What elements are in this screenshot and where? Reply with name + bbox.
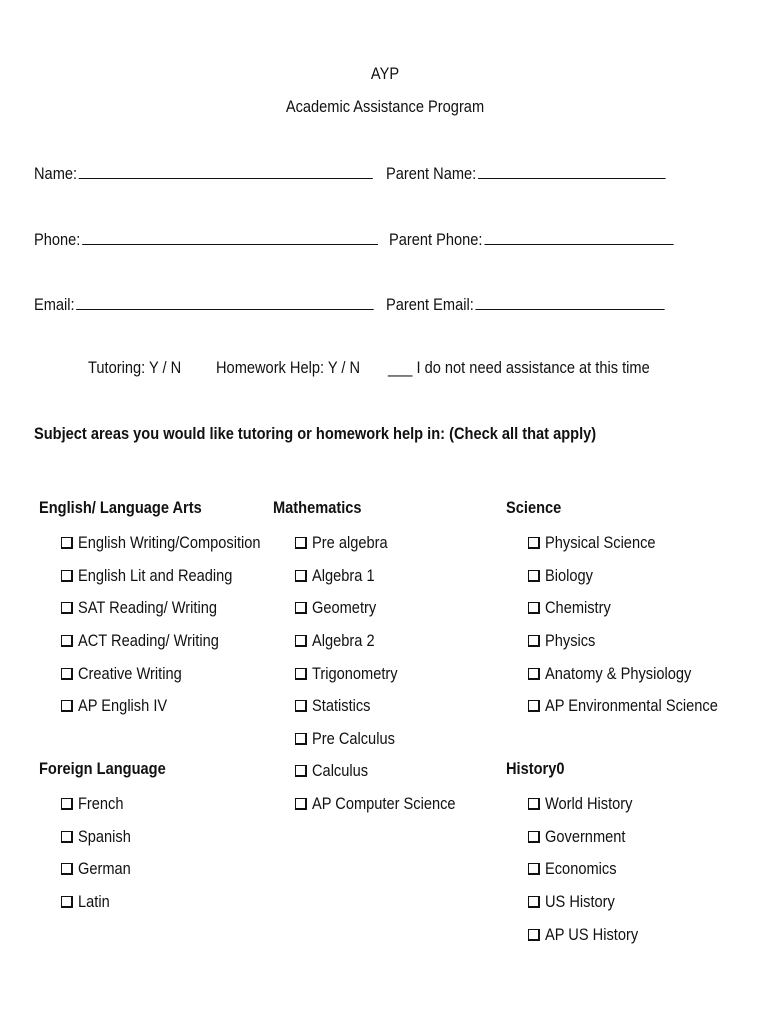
phone-line[interactable] — [82, 228, 378, 245]
checkbox-us-history[interactable]: US History — [506, 886, 653, 919]
checkbox-latin[interactable]: Latin — [39, 886, 186, 919]
checkbox-spanish[interactable]: Spanish — [39, 821, 186, 854]
foreign-language-group — [39, 755, 186, 918]
checkbox-ap-computer-science[interactable]: AP Computer Science — [273, 788, 479, 821]
checkbox-icon[interactable] — [295, 700, 307, 712]
checkbox-ap-us-history[interactable]: AP US History — [506, 918, 653, 951]
checkbox-pre-algebra[interactable]: Pre algebra — [273, 527, 479, 560]
checkbox-biology[interactable]: Biology — [506, 560, 746, 593]
subjects-heading: Subject areas you would like tutoring or homework help in: (Check all that apply) — [34, 424, 597, 443]
checkbox-french[interactable]: French — [39, 788, 186, 821]
checkbox-icon[interactable] — [528, 896, 540, 908]
checkbox-ap-environmental-science[interactable]: AP Environmental Science — [506, 690, 746, 723]
checkbox-icon[interactable] — [528, 537, 540, 549]
checkbox-icon[interactable] — [61, 700, 73, 712]
checkbox-icon[interactable] — [295, 798, 307, 810]
parent-phone-field[interactable] — [389, 228, 720, 250]
checkbox-world-history[interactable]: World History — [506, 788, 653, 821]
no-assistance-option[interactable] — [388, 358, 692, 378]
checkbox-anatomy-physiology[interactable]: Anatomy & Physiology — [506, 657, 746, 690]
checkbox-icon[interactable] — [295, 765, 307, 777]
parent-name-line[interactable] — [478, 162, 665, 179]
parent-name-label: Parent Name: — [386, 164, 477, 183]
science-group — [506, 494, 746, 723]
checkbox-icon[interactable] — [61, 831, 73, 843]
checkbox-economics[interactable]: Economics — [506, 853, 653, 886]
homework-help-option[interactable]: Homework Help: Y / N — [216, 358, 361, 377]
foreign-group-title: Foreign Language — [39, 759, 166, 778]
checkbox-ap-english[interactable]: AP English IV — [39, 690, 290, 723]
english-group-title: English/ Language Arts — [39, 498, 202, 517]
checkbox-icon[interactable] — [61, 896, 73, 908]
parent-email-line[interactable] — [475, 293, 664, 310]
checkbox-icon[interactable] — [61, 635, 73, 647]
name-line[interactable] — [79, 162, 373, 179]
checkbox-icon[interactable] — [61, 537, 73, 549]
email-label: Email: — [34, 295, 75, 314]
checkbox-icon[interactable] — [528, 700, 540, 712]
parent-name-field[interactable] — [386, 162, 711, 184]
checkbox-government[interactable]: Government — [506, 821, 653, 854]
form-title: AYP — [370, 64, 400, 83]
name-field[interactable] — [34, 162, 428, 184]
checkbox-calculus[interactable]: Calculus — [273, 755, 479, 788]
checkbox-icon[interactable] — [528, 863, 540, 875]
science-group-title: Science — [506, 498, 562, 517]
checkbox-trigonometry[interactable]: Trigonometry — [273, 657, 479, 690]
checkbox-algebra-2[interactable]: Algebra 2 — [273, 625, 479, 658]
checkbox-statistics[interactable]: Statistics — [273, 690, 479, 723]
checkbox-chemistry[interactable]: Chemistry — [506, 592, 746, 625]
checkbox-icon[interactable] — [528, 831, 540, 843]
checkbox-icon[interactable] — [295, 668, 307, 680]
checkbox-geometry[interactable]: Geometry — [273, 592, 479, 625]
checkbox-algebra-1[interactable]: Algebra 1 — [273, 560, 479, 593]
mathematics-group — [273, 494, 479, 820]
checkbox-physical-science[interactable]: Physical Science — [506, 527, 746, 560]
parent-email-field[interactable] — [386, 293, 710, 315]
history-group — [506, 755, 653, 951]
checkbox-icon[interactable] — [61, 863, 73, 875]
checkbox-sat-reading[interactable]: SAT Reading/ Writing — [39, 592, 290, 625]
checkbox-english-writing[interactable]: English Writing/Composition — [39, 527, 290, 560]
checkbox-icon[interactable] — [61, 602, 73, 614]
checkbox-icon[interactable] — [528, 668, 540, 680]
checkbox-physics[interactable]: Physics — [506, 625, 746, 658]
checkbox-icon[interactable] — [295, 602, 307, 614]
name-label: Name: — [34, 164, 78, 183]
checkbox-icon[interactable] — [295, 570, 307, 582]
no-assistance-label: I do not need assistance at this time — [416, 358, 650, 377]
checkbox-pre-calculus[interactable]: Pre Calculus — [273, 723, 479, 756]
checkbox-icon[interactable] — [528, 635, 540, 647]
checkbox-icon[interactable] — [61, 798, 73, 810]
checkbox-english-lit[interactable]: English Lit and Reading — [39, 560, 290, 593]
checkbox-creative-writing[interactable]: Creative Writing — [39, 657, 290, 690]
email-line[interactable] — [76, 293, 374, 310]
checkbox-icon[interactable] — [528, 602, 540, 614]
checkbox-icon[interactable] — [528, 929, 540, 941]
parent-phone-label: Parent Phone: — [389, 230, 483, 249]
checkbox-icon[interactable] — [61, 570, 73, 582]
checkbox-act-reading[interactable]: ACT Reading/ Writing — [39, 625, 290, 658]
checkbox-icon[interactable] — [295, 733, 307, 745]
parent-phone-line[interactable] — [484, 228, 673, 245]
english-group — [39, 494, 290, 723]
checkbox-icon[interactable] — [528, 798, 540, 810]
phone-field[interactable] — [34, 228, 434, 250]
tutoring-option[interactable]: Tutoring: Y / N — [88, 358, 182, 377]
email-field[interactable] — [34, 293, 429, 315]
checkbox-icon[interactable] — [295, 635, 307, 647]
math-group-title: Mathematics — [273, 498, 362, 517]
phone-label: Phone: — [34, 230, 81, 249]
checkbox-icon[interactable] — [528, 570, 540, 582]
checkbox-icon[interactable] — [295, 537, 307, 549]
checkbox-german[interactable]: German — [39, 853, 186, 886]
form-subtitle: Academic Assistance Program — [285, 97, 485, 116]
no-assistance-blank[interactable]: ___ — [388, 358, 413, 377]
checkbox-icon[interactable] — [61, 668, 73, 680]
history-group-title: History0 — [506, 759, 565, 778]
parent-email-label: Parent Email: — [386, 295, 474, 314]
